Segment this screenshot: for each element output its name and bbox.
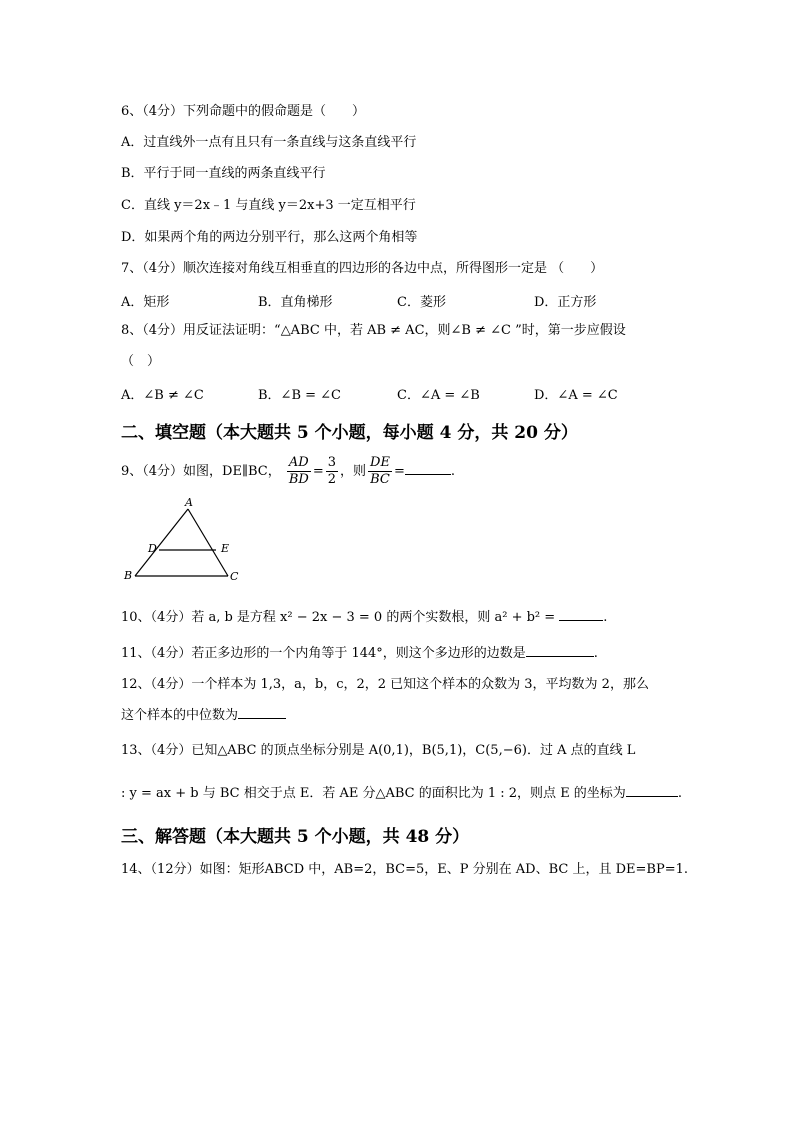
q9-equals: = [312,464,324,479]
q13-line2: : y = ax + b 与 BC 相交于点 E．若 AE 分△ABC 的面积比为 1 : 2，则点 E 的坐标为 . [121,786,682,801]
q9-stem [121,452,455,492]
q8-option-d: D．∠A = ∠C [534,388,618,403]
q13-answer-blank [626,784,678,797]
q11-text: 11、（4分）若正多边形的一个内角等于 144°，则这个多边形的边数是 [121,646,526,661]
q9-period: . [450,464,455,479]
q6-stem: 6、（4分）下列命题中的假命题是（ ） [121,104,366,119]
q9-fraction-ad-bd [287,455,311,488]
section-solution-title: 三、解答题（本大题共 5 个小题，共 48 分） [121,827,470,847]
q9-triangle-figure [118,496,248,586]
q9-fraction-de-bc [368,455,392,488]
q9-then: ，则 [340,464,367,479]
q10-stem: 10、（4分）若 a, b 是方程 x² − 2x − 3 = 0 的两个实数根，则 a² + b² = . [121,610,608,625]
q9-frac1-den: BD [288,472,309,487]
triangle-side-ab [135,509,188,576]
q7-option-c: C．菱形 [397,295,446,310]
q8-option-b: B．∠B = ∠C [258,388,341,403]
q8-stem: 8、（4分）用反证法证明：“△ABC 中，若 AB ≠ AC，则∠B ≠ ∠C ”时，第一步应假设 [121,323,626,338]
q10-answer-blank [559,608,603,621]
q7-option-b: B．直角梯形 [258,295,333,310]
q6-option-d: D．如果两个角的两边分别平行，那么这两个角相等 [121,230,418,245]
label-e: E [221,542,230,555]
q9-answer-blank [405,462,451,475]
q9-frac3-den: BC [370,472,390,487]
q6-option-b: B．平行于同一直线的两条直线平行 [121,166,326,181]
q9-frac1-num: AD [287,455,311,472]
q9-fraction-3-2 [326,455,338,488]
q11-answer-blank [526,644,594,657]
q12-line2-text: 这个样本的中位数为 [121,708,239,723]
q7-stem: 7、（4分）顺次连接对角线互相垂直的四边形的各边中点，所得图形一定是 （ ） [121,261,604,276]
q13-line1: 13、（4分）已知△ABC 的顶点坐标分别是 A(0,1)，B(5,1)，C(5,−6)．过 A 点的直线 L [121,743,636,758]
section-fill-in-title: 二、填空题（本大题共 5 个小题，每小题 4 分，共 20 分） [121,423,578,443]
q8-stem-cont: （ ） [121,354,161,369]
q10-text: 10、（4分）若 a, b 是方程 x² − 2x − 3 = 0 的两个实数根，则 a² + b² = [121,610,556,625]
q14-stem: 14、（12分）如图：矩形ABCD 中，AB=2，BC=5，E、P 分别在 AD、BC 上，且 DE=BP=1. [121,862,688,877]
q9-prefix: 9、（4分）如图，DE∥BC， [121,464,281,479]
q11-stem: 11、（4分）若正多边形的一个内角等于 144°，则这个多边形的边数是 . [121,646,598,661]
q12-line2 [121,706,286,725]
q9-frac3-num: DE [370,455,390,470]
q6-option-c: C．直线 y＝2x﹣1 与直线 y＝2x+3 一定互相平行 [121,198,416,213]
q12-line1: 12、（4分）一个样本为 1,3，a，b，c，2，2 已知这个样本的众数为 3，平均数为 2，那么 [121,677,649,692]
q12-answer-blank [238,706,286,719]
label-c: C [230,570,239,583]
q6-option-a: A．过直线外一点有且只有一条直线与这条直线平行 [121,135,417,150]
q8-option-a: A．∠B ≠ ∠C [121,388,204,403]
q7-option-a: A．矩形 [121,295,170,310]
label-d: D [148,542,157,555]
q13-line2-text: : y = ax + b 与 BC 相交于点 E．若 AE 分△ABC 的面积比为 1 : 2，则点 E 的坐标为 [121,786,626,801]
q8-option-c: C．∠A = ∠B [397,388,480,403]
q9-frac2-num: 3 [327,455,337,470]
label-a: A [185,496,193,509]
q9-equals-2: = [393,464,405,479]
q7-option-d: D．正方形 [534,295,597,310]
q9-frac2-den: 2 [327,472,337,487]
label-b: B [124,569,133,582]
